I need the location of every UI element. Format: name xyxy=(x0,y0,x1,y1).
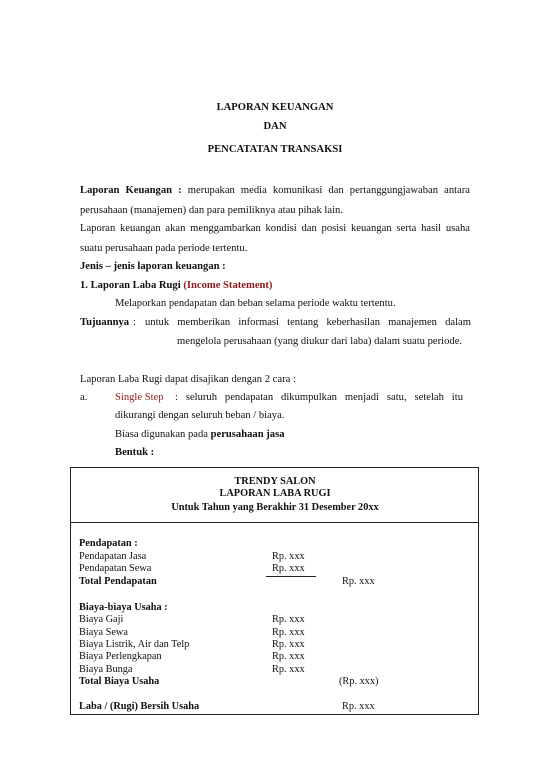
biaya-sewa-label: Biaya Sewa xyxy=(79,627,128,638)
laba-rugi-amount: Rp. xxx xyxy=(342,701,375,712)
total-pendapatan-amount: Rp. xxx xyxy=(342,576,375,587)
single-step-definition-2: dikurangi dengan seluruh beban / biaya. xyxy=(115,410,285,421)
biaya-sewa-amount: Rp. xxx xyxy=(272,627,305,638)
biaya-bunga-label: Biaya Bunga xyxy=(79,664,133,675)
section-1-title-english: (Income Statement) xyxy=(183,280,273,291)
statement-name: LAPORAN LABA RUGI xyxy=(219,488,331,499)
intro-paragraph-2a: Laporan keuangan akan menggambarkan kondisi dan posisi keuangan serta hasil usaha xyxy=(80,223,470,234)
biasa-text xyxy=(115,428,285,441)
total-biaya-label: Total Biaya Usaha xyxy=(79,676,160,687)
jenis-heading: Jenis – jenis laporan keuangan : xyxy=(80,261,226,272)
bentuk-label: Bentuk : xyxy=(115,447,155,458)
total-pendapatan-label: Total Pendapatan xyxy=(79,576,157,587)
pendapatan-jasa-amount: Rp. xxx xyxy=(272,551,305,562)
tujuan-label: Tujuannya xyxy=(80,317,130,328)
tujuan-colon: : xyxy=(133,317,136,328)
statement-company: TRENDY SALON xyxy=(234,476,316,487)
title-line-3: PENCATATAN TRANSAKSI xyxy=(207,144,343,155)
section-1-description: Melaporkan pendapatan dan beban selama periode waktu tertentu. xyxy=(115,298,396,309)
pendapatan-sewa-label: Pendapatan Sewa xyxy=(79,563,152,574)
cara-text: Laporan Laba Rugi dapat disajikan dengan 2 cara : xyxy=(80,374,296,385)
tujuan-text-2: mengelola perusahaan (yang diukur dari laba) dalam suatu periode. xyxy=(177,336,463,347)
intro-line-1 xyxy=(80,184,470,197)
subtotal-underline xyxy=(266,576,316,577)
section-1-title: 1. Laporan Laba Rugi xyxy=(80,280,181,291)
biaya-listrik-label: Biaya Listrik, Air dan Telp xyxy=(79,639,190,650)
biaya-gaji-amount: Rp. xxx xyxy=(272,614,305,625)
intro-term: Laporan Keuangan : xyxy=(80,185,182,196)
pendapatan-jasa-label: Pendapatan Jasa xyxy=(79,551,147,562)
biaya-bunga-amount: Rp. xxx xyxy=(272,664,305,675)
section-1-heading xyxy=(80,279,272,292)
intro-paragraph-2b: suatu perusahaan pada periode tertentu. xyxy=(80,243,248,254)
biaya-perlengkapan-amount: Rp. xxx xyxy=(272,651,305,662)
biasa-prefix: Biasa digunakan pada xyxy=(115,429,211,440)
biaya-listrik-amount: Rp. xxx xyxy=(272,639,305,650)
intro-definition-1: merupakan media komunikasi dan pertanggungjawaban antara xyxy=(187,185,470,196)
biasa-bold: perusahaan jasa xyxy=(210,429,285,440)
statement-header-divider xyxy=(70,522,479,523)
intro-definition-2: perusahaan (manajemen) dan para pemiliknya atau pihak lain. xyxy=(80,205,343,216)
laba-rugi-label: Laba / (Rugi) Bersih Usaha xyxy=(79,701,200,712)
biaya-perlengkapan-label: Biaya Perlengkapan xyxy=(79,651,162,662)
biaya-heading: Biaya-biaya Usaha : xyxy=(79,602,168,613)
title-line-1: LAPORAN KEUANGAN xyxy=(216,102,334,113)
pendapatan-sewa-amount: Rp. xxx xyxy=(272,563,305,574)
single-step-definition-1: : seluruh pendapatan dikumpulkan menjadi satu, setelah itu xyxy=(175,392,463,403)
biaya-gaji-label: Biaya Gaji xyxy=(79,614,124,625)
single-step-term: Single Step xyxy=(115,392,164,403)
pendapatan-heading: Pendapatan : xyxy=(79,538,138,549)
total-biaya-amount: (Rp. xxx) xyxy=(339,676,379,687)
item-a-label: a. xyxy=(80,392,88,403)
tujuan-text-1: untuk memberikan informasi tentang keberhasilan manajemen dalam xyxy=(145,317,471,328)
statement-period: Untuk Tahun yang Berakhir 31 Desember 20xx xyxy=(171,502,379,513)
title-line-2: DAN xyxy=(263,121,287,132)
